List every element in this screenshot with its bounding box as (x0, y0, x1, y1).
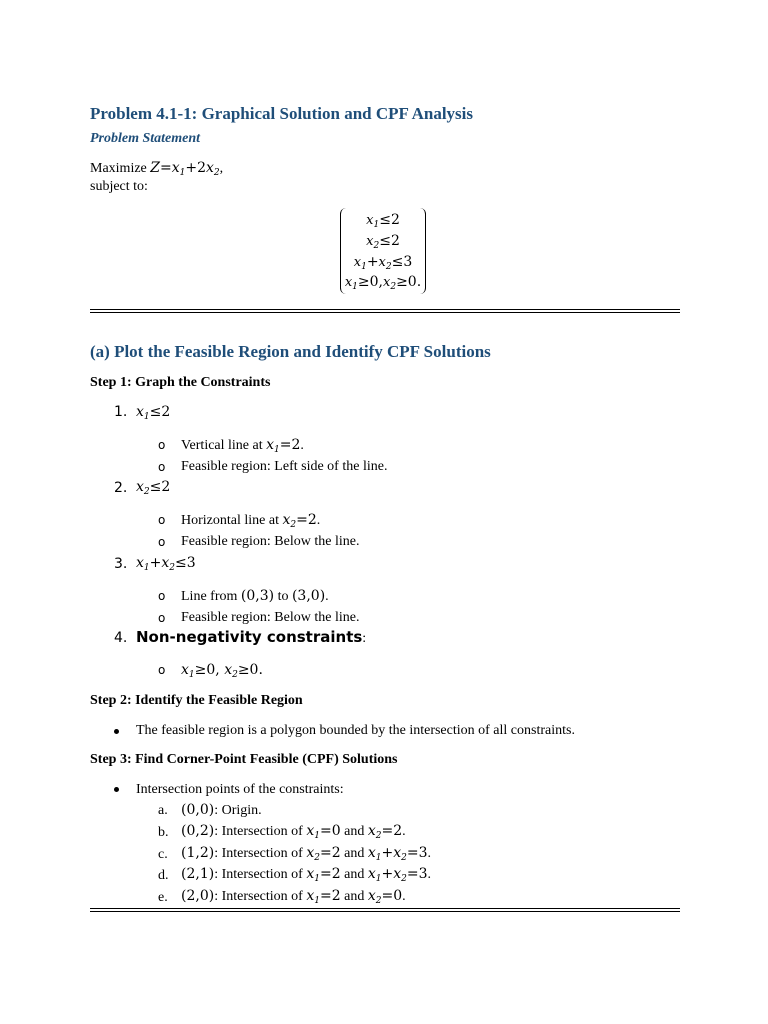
circle-bullet-icon: o (158, 438, 166, 452)
sub-note: Line from (0,3) to (3,0). (181, 588, 329, 604)
section-a-heading: (a) Plot the Feasible Region and Identify CPF Solutions (90, 342, 491, 361)
sub-note: $x_1\ge 0$, $x_2\ge 0$. (181, 662, 263, 680)
sub-note: Feasible region: Below the line. (181, 534, 360, 549)
sub-note: Feasible region: Below the line. (181, 610, 360, 625)
sub-note: Feasible region: Left side of the line. (181, 459, 388, 474)
constraint-2: $x_2\le 2$ (366, 233, 400, 251)
circle-bullet-icon: o (158, 513, 166, 527)
point-letter: b. (158, 825, 169, 840)
objective-line (90, 160, 223, 177)
objective-suffix: , (219, 161, 224, 176)
item-label: Non-negativity constraints: (136, 628, 367, 646)
bullet-icon (114, 729, 119, 734)
constraint-1: $x_1\le 2$ (366, 212, 400, 230)
point-letter: e. (158, 890, 168, 905)
point-letter: d. (158, 868, 169, 883)
item-formula: $x_1\le 2$ (136, 404, 171, 422)
sub-note: Vertical line at $x_1=2$. (181, 437, 304, 455)
objective-formula: $Z=x_1+2x_2$ (150, 160, 220, 178)
point-item: (0,2): Intersection of $x_1=0$ and $x_2=2$. (181, 823, 406, 841)
page-title: Problem 4.1-1: Graphical Solution and CPF Analysis (90, 104, 474, 123)
step3-bullet: Intersection points of the constraints: (136, 782, 344, 797)
objective-prefix: Maximize (90, 161, 147, 176)
circle-bullet-icon: o (158, 535, 166, 549)
step2-heading: Step 2: Identify the Feasible Region (90, 693, 303, 708)
circle-bullet-icon: o (158, 663, 166, 677)
circle-bullet-icon: o (158, 611, 166, 625)
constraint-system (340, 208, 426, 296)
divider (90, 309, 680, 313)
constraint-4: $x_1\ge 0,x_2\ge 0$. (344, 274, 422, 292)
step1-heading: Step 1: Graph the Constraints (90, 375, 271, 390)
point-item: (2,1): Intersection of $x_1=2$ and $x_1+x_2=3$. (181, 866, 431, 884)
constraint-3: $x_1+x_2\le 3$ (353, 254, 413, 272)
subject-to-label: subject to: (90, 179, 148, 194)
bullet-icon (114, 787, 119, 792)
circle-bullet-icon: o (158, 460, 166, 474)
item-formula: $x_2\le 2$ (136, 479, 171, 497)
point-letter: c. (158, 847, 168, 862)
sub-note: Horizontal line at $x_2=2$. (181, 512, 321, 530)
point-item: (0,0): Origin. (181, 802, 262, 818)
circle-bullet-icon: o (158, 589, 166, 603)
item-formula: $x_1+x_2\le 3$ (136, 555, 196, 573)
item-number: 1. (114, 404, 128, 420)
point-item: (2,0): Intersection of $x_1=2$ and $x_2=0$. (181, 888, 406, 906)
point-letter: a. (158, 803, 168, 818)
problem-statement-heading: Problem Statement (90, 131, 201, 146)
step2-bullet: The feasible region is a polygon bounded by the intersection of all constraints. (136, 723, 575, 738)
divider (90, 908, 680, 912)
step3-heading: Step 3: Find Corner-Point Feasible (CPF) Solutions (90, 752, 398, 767)
point-item: (1,2): Intersection of $x_2=2$ and $x_1+x_2=3$. (181, 845, 431, 863)
item-number: 3. (114, 556, 128, 572)
item-number: 4. (114, 630, 128, 646)
item-number: 2. (114, 480, 128, 496)
